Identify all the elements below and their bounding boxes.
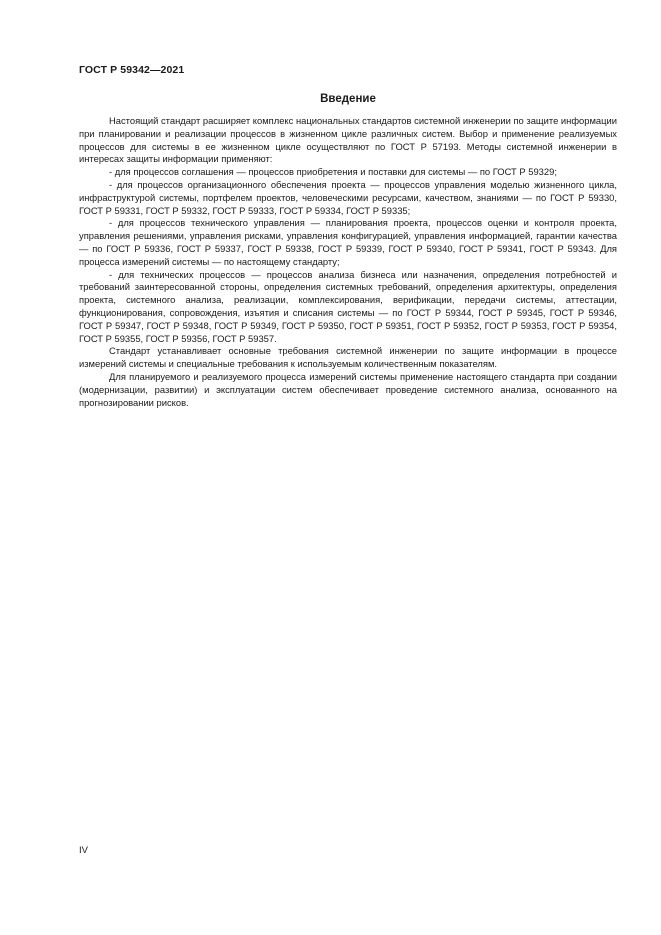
section-title: Введение: [320, 93, 376, 105]
document-code: ГОСТ Р 59342—2021: [79, 64, 185, 76]
paragraph: - для процессов соглашения — процессов приобретения и поставки для системы — по ГОСТ Р 59329;: [109, 166, 557, 178]
paragraph: Настоящий стандарт расширяет комплекс национальных стандартов системной инженерии по защите информации при планировании и реализации процессов в жизненном цикле различных систем. Выбор и применение реализуемых процессов для системы в ее жизненном цикле осуществляют по ГОСТ Р 57193. Методы системной инженерии в интересах защиты информации применяют:: [79, 115, 617, 165]
page-number: IV: [79, 845, 88, 856]
paragraph: - для процессов организационного обеспечения проекта — процессов управления моделью жизненного цикла, инфраструктурой системы, портфелем проектов, человеческими ресурсами, качеством, знаниями — по ГОСТ Р 59330, ГОСТ Р 59331, ГОСТ Р 59332, ГОСТ Р 59333, ГОСТ Р 59334, ГОСТ Р 59335;: [79, 178, 617, 216]
paragraph: Стандарт устанавливает основные требования системной инженерии по защите информации в процессе измерений системы и специальные требования к используемым количественным показателям.: [79, 345, 617, 370]
document-body: [79, 115, 617, 409]
paragraph: Для планируемого и реализуемого процесса измерений системы применение настоящего стандарта при создании (модернизации, развитии) и эксплуатации систем обеспечивает проведение системного анализа, основанного на прогнозировании рисков.: [79, 370, 617, 408]
paragraph: - для процессов технического управления — планирования проекта, процессов оценки и контроля проекта, управления решениями, управления рисками, управления конфигурацией, управления информацией, гарантии качества — по ГОСТ Р 59336, ГОСТ Р 59337, ГОСТ Р 59338, ГОСТ Р 59339, ГОСТ Р 59340, ГОСТ Р 59341, ГОСТ Р 59343. Для процесса измерений системы — по настоящему стандарту;: [79, 217, 617, 267]
paragraph: - для технических процессов — процессов анализа бизнеса или назначения, определения потребностей и требований заинтересованной стороны, определения системных требований, определения архитектуры, определения проекта, системного анализа, реализации, комплексирования, верификации, передачи системы, аттестации, функционирования, сопровождения, изъятия и списания системы — по ГОСТ Р 59344, ГОСТ Р 59345, ГОСТ Р 59346, ГОСТ Р 59347, ГОСТ Р 59348, ГОСТ Р 59349, ГОСТ Р 59350, ГОСТ Р 59351, ГОСТ Р 59352, ГОСТ Р 59353, ГОСТ Р 59354, ГОСТ Р 59355, ГОСТ Р 59356, ГОСТ Р 59357.: [79, 268, 617, 344]
